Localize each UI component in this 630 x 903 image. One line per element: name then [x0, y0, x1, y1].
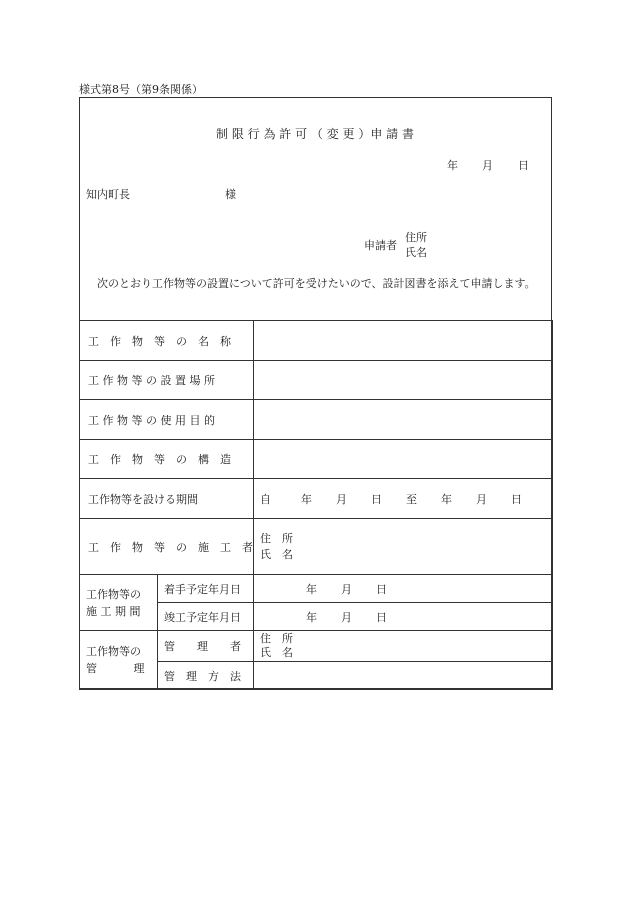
construction-period-label-line2: 施 工 期 間	[86, 604, 141, 618]
start-day: 日	[376, 582, 387, 596]
location-value-cell[interactable]	[254, 361, 553, 400]
start-date-label: 着手予定年月日	[158, 575, 254, 603]
honorific: 様	[225, 188, 236, 201]
table-row	[80, 575, 553, 603]
end-date-label: 竣工予定年月日	[158, 603, 254, 631]
end-month: 月	[341, 610, 352, 624]
addressee: 知内町長	[86, 188, 130, 201]
builder-value-cell[interactable]	[254, 519, 553, 575]
row-label-builder: 工 作 物 等 の 施 工 者	[80, 519, 254, 575]
period-value-cell[interactable]	[254, 479, 553, 519]
date-day: 日	[518, 159, 529, 172]
table-row	[80, 400, 553, 440]
start-date-value-cell[interactable]	[254, 575, 553, 603]
period-to-day: 日	[511, 492, 522, 506]
date-year: 年	[447, 159, 458, 172]
row-label-structure: 工 作 物 等 の 構 造	[80, 440, 254, 479]
period-to: 至	[406, 492, 417, 506]
method-value-cell[interactable]	[254, 662, 553, 690]
start-month: 月	[341, 582, 352, 596]
period-from-year: 年	[301, 492, 312, 506]
purpose-value-cell[interactable]	[254, 400, 553, 440]
row-label-location: 工 作 物 等 の 設 置 場 所	[80, 361, 254, 400]
table-row	[80, 479, 553, 519]
management-label	[80, 631, 158, 690]
form-title: 制 限 行 為 許 可 （ 変 更 ）申 請 書	[216, 127, 414, 141]
management-label-line1: 工作物等の	[86, 645, 141, 658]
date-month: 月	[482, 159, 493, 172]
row-label-period: 工作物等を設ける期間	[80, 479, 254, 519]
end-day: 日	[376, 610, 387, 624]
manager-address-label: 住 所	[260, 632, 293, 645]
period-from: 自	[260, 492, 271, 506]
management-label-line2: 管 理	[86, 662, 145, 675]
table-row	[80, 631, 553, 662]
period-from-day: 日	[371, 492, 382, 506]
applicant-address-label: 住所	[405, 231, 427, 244]
period-from-month: 月	[336, 492, 347, 506]
row-label-name: 工 作 物 等 の 名 称	[80, 321, 254, 361]
application-table	[79, 320, 553, 690]
statement: 次のとおり工作物等の設置について許可を受けたいので、設計図書を添えて申請します。	[97, 277, 536, 290]
manager-label: 管 理 者	[158, 631, 254, 662]
builder-address-label: 住 所	[260, 531, 293, 545]
end-year: 年	[306, 610, 317, 624]
period-to-year: 年	[441, 492, 452, 506]
construction-period-label-line1: 工作物等の	[86, 587, 141, 601]
structure-value-cell[interactable]	[254, 440, 553, 479]
table-row	[80, 440, 553, 479]
applicant-name-label: 氏名	[405, 246, 427, 259]
end-date-value-cell[interactable]	[254, 603, 553, 631]
start-year: 年	[306, 582, 317, 596]
table-row	[80, 321, 553, 361]
table-row	[80, 361, 553, 400]
manager-value-cell[interactable]	[254, 631, 553, 662]
row-label-purpose: 工 作 物 等 の 使 用 目 的	[80, 400, 254, 440]
builder-name-label: 氏 名	[260, 547, 293, 561]
applicant-label: 申請者	[364, 239, 397, 252]
form-number: 様式第8号（第9条関係）	[79, 83, 203, 96]
method-label: 管 理 方 法	[158, 662, 254, 690]
construction-period-label	[80, 575, 158, 631]
table-row	[80, 519, 553, 575]
period-to-month: 月	[476, 492, 487, 506]
name-value-cell[interactable]	[254, 321, 553, 361]
manager-name-label: 氏 名	[260, 646, 293, 659]
